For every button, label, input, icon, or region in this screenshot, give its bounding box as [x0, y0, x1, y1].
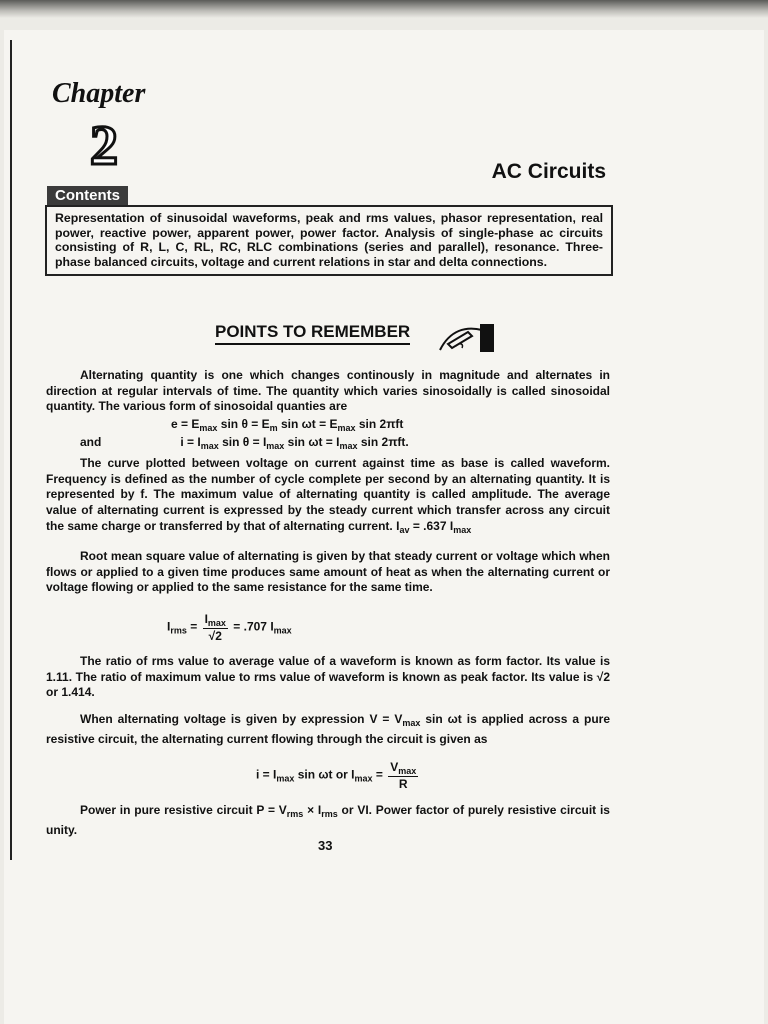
- chapter-label: Chapter: [52, 78, 146, 109]
- equation-irms: $I_{rms}$ = $\frac{I_{max}}{√2}$ = .707 $I_{max}$: [167, 612, 292, 643]
- chapter-title: AC Circuits: [491, 160, 606, 183]
- paragraph-alternating-quantity: [46, 368, 610, 415]
- paragraph-waveform: [46, 456, 610, 539]
- chapter-number: 2: [90, 115, 119, 177]
- para3-text: Root mean square value of alternating is given by that steady current or voltage which when flows or applied to a given time produces same amount of heat as when the alternating current or voltage flowing or applied to the same resistance for the same time.: [46, 549, 610, 595]
- paragraph-power: Power in pure resistive circuit $P = V_{rms} \times I_{rms}$ or VI. Power factor of purely resistive circuit is unity.: [46, 803, 610, 837]
- para1-text: Alternating quantity is one which changes continously in magnitude and alternates in direction at regular intervals of time. The quantity which varies sinosoidally is called sinosoidal quantity. The various form of sinosoidal quanties are: [46, 368, 610, 414]
- paragraph-form-factor: [46, 654, 610, 701]
- page-left-rule: [10, 40, 12, 860]
- pen-writing-icon: [438, 320, 498, 356]
- paragraph-rms: [46, 549, 610, 596]
- iav-formula: $I_{av} = .637$ $I_{max}$: [396, 518, 472, 535]
- page-top-shadow: [0, 0, 768, 18]
- equation-i: and $i = I_{max}$ $\sin \theta = I_{max}$ $\sin \omega t = I_{max}$ sin 2πft.: [80, 435, 409, 451]
- equation-e: $e = E_{max}$ $\sin \theta = E_m$ $\sin \omega t = E_{max}$ sin 2πft: [171, 417, 404, 433]
- contents-text: Representation of sinusoidal waveforms, peak and rms values, phasor representation, real power, reactive power, apparent power, power factor. Analysis of single-phase ac circuits consisting of R, L, C, RL, RC, RLC combinations (series and parallel), resonance. Three-phase balanced circuits, voltage and current relations in star and delta connections.: [55, 211, 603, 269]
- paragraph-resistive-circuit: When alternating voltage is given by expression $V = V_{max}$ sin ωt is applied across a pure resistive circuit, the alternating current flowing through the circuit is given as: [46, 712, 610, 746]
- page-number: 33: [318, 838, 333, 853]
- equation-current-resistive: $i = I_{max}$ sin ωt or $I_{max}$ = $\frac{V_{max}}{R}$: [256, 760, 417, 791]
- contents-tab: Contents: [47, 186, 128, 206]
- para4-text: The ratio of rms value to average value of a waveform is known as form factor. Its value is 1.11. The ratio of maximum value to rms value of waveform is known as peak factor. Its value is √2 or 1.414.: [46, 654, 610, 700]
- para2-text: The curve plotted between voltage on current against time as base is called waveform. Frequency is defined as the number of cycle complete per second by an alternating quantity. It is represented by f. The maximum value of alternating quantity is called amplitude. The average value of alternating current is expressed by the steady current which transfer across any circuit the same charge or transferred by that of alternating current.: [46, 456, 610, 533]
- points-heading: POINTS TO REMEMBER: [215, 322, 410, 345]
- contents-box: [45, 205, 613, 276]
